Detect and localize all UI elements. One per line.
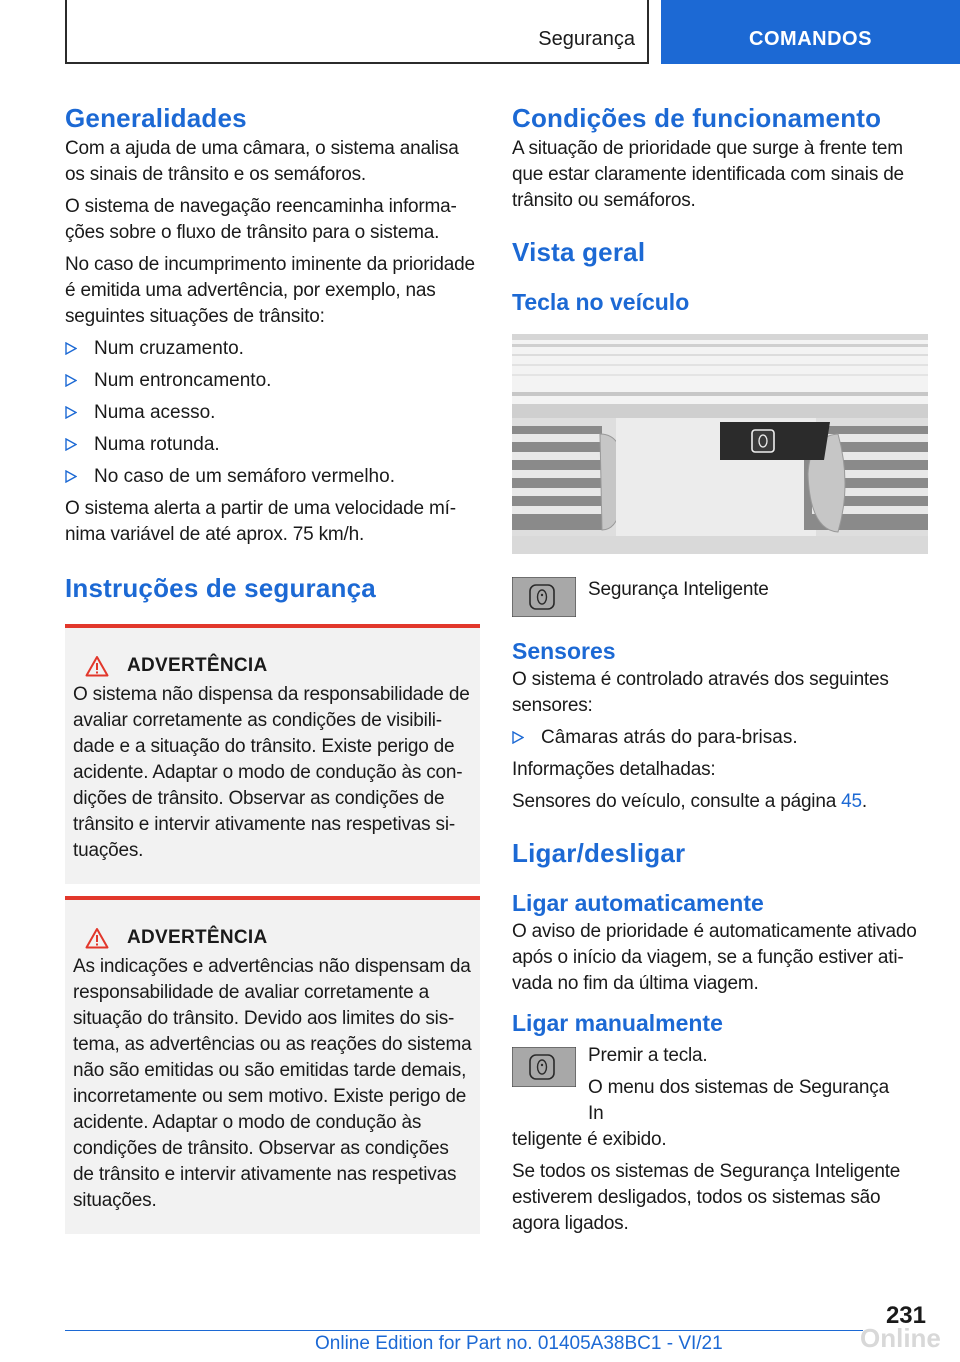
heading-sensores: Sensores (512, 638, 616, 664)
warning-text: As indicações e advertências não dispensam da responsabilidade de avaliar corretamente a situação do trânsito. Devido aos limites do sistema, as advertências ou as reações do sistema não são emitidas ou são emitidas tarde demais, incorretamente ou sem motivo. Existe perigo de acidente. Adaptar o modo de condução às condições de trânsito. Observar as condições de trânsito e intervir ativamente nas respetivas situações. (73, 956, 472, 1211)
intelligent-safety-button-icon (512, 1047, 576, 1087)
triangle-right-icon (512, 731, 524, 744)
situations-list (65, 336, 480, 490)
warning-header (73, 924, 472, 952)
paragraph: Premir a tecla. (588, 1045, 708, 1066)
paragraph: O menu dos sistemas de Segurança In (588, 1077, 889, 1124)
warning-label: ADVERTÊNCIA (127, 927, 268, 948)
list-item: Num cruzamento. (65, 336, 480, 362)
paragraph: O sistema de navegação reencaminha informações sobre o fluxo de trânsito para o sistema. (65, 196, 457, 243)
list-item: Num entroncamento. (65, 368, 480, 394)
warning-text: O sistema não dispensa da responsabilidade de avaliar corretamente as condições de visibilidade e a situação do trânsito. Existe perigo de acidente. Adaptar o modo de condução às condições de trânsito. Observar as condições de trânsito e intervir ativamente nas respetivas situações. (73, 684, 470, 861)
list-item: No caso de um semáforo vermelho. (65, 464, 480, 490)
footer-edition: Online Edition for Part no. 01405A38BC1 - VI/21 (315, 1333, 723, 1354)
vehicle-button-photo (512, 334, 928, 554)
warning-triangle-icon (85, 655, 109, 677)
triangle-right-icon (65, 470, 77, 483)
triangle-right-icon (65, 438, 77, 451)
heading-tecla-veiculo: Tecla no veículo (512, 289, 690, 315)
sensors-list (512, 725, 928, 751)
warning-label: ADVERTÊNCIA (127, 655, 268, 676)
paragraph: Se todos os sistemas de Segurança Inteligente estiverem desligados, todos os sistemas são agora ligados. (512, 1161, 901, 1234)
warning-header (73, 652, 472, 680)
triangle-right-icon (65, 374, 77, 387)
heading-instrucoes-seguranca: Instruções de segurança (65, 573, 376, 603)
button-caption (512, 577, 928, 617)
intelligent-safety-button-icon (512, 577, 576, 617)
paragraph: teligente é exibido. (512, 1129, 667, 1150)
footer-divider (65, 1330, 863, 1331)
list-item: Câmaras atrás do para-brisas. (512, 725, 928, 751)
triangle-right-icon (65, 342, 77, 355)
heading-condicoes: Condições de funcionamento (512, 103, 882, 133)
header-section-label: Segurança (538, 28, 635, 50)
paragraph: Com a ajuda de uma câmara, o sistema analisa os sinais de trânsito e os semáforos. (65, 138, 459, 185)
page-link[interactable]: 45 (841, 791, 862, 812)
warning-box (65, 624, 480, 884)
paragraph: Informações detalhadas: (512, 759, 716, 780)
list-item: Numa acesso. (65, 400, 480, 426)
page-reference: Sensores do veículo, consulte a página 45. (512, 791, 867, 812)
paragraph: No caso de incumprimento iminente da prioridade é emitida uma advertência, por exemplo, nas seguintes situações de trânsito: (65, 254, 475, 327)
triangle-right-icon (65, 406, 77, 419)
watermark: Online (860, 1323, 941, 1353)
heading-ligar-automaticamente: Ligar automaticamente (512, 890, 764, 916)
paragraph: O sistema alerta a partir de uma velocidade mínima variável de até aprox. 75 km/h. (65, 498, 457, 545)
header-chapter-label: COMANDOS (749, 28, 872, 50)
manual-step (512, 1043, 928, 1127)
heading-generalidades: Generalidades (65, 103, 247, 133)
warning-box (65, 896, 480, 1234)
list-item: Numa rotunda. (65, 432, 480, 458)
warning-triangle-icon (85, 927, 109, 949)
right-column (512, 100, 928, 1243)
paragraph: A situação de prioridade que surge à frente tem que estar claramente identificada com sinais de trânsito ou semáforos. (512, 138, 904, 211)
button-label: Segurança Inteligente (588, 579, 769, 600)
left-column (65, 100, 480, 1234)
heading-ligar-desligar: Ligar/desligar (512, 838, 686, 868)
header-chapter (661, 0, 960, 64)
page-number: 231 (885, 1302, 926, 1329)
heading-ligar-manualmente: Ligar manualmente (512, 1010, 723, 1036)
paragraph: O aviso de prioridade é automaticamente ativado após o início da viagem, se a função estiver ativada no fim da última viagem. (512, 921, 917, 994)
heading-vista-geral: Vista geral (512, 237, 646, 267)
header-section (65, 0, 649, 64)
paragraph: O sistema é controlado através dos seguintes sensores: (512, 669, 889, 716)
